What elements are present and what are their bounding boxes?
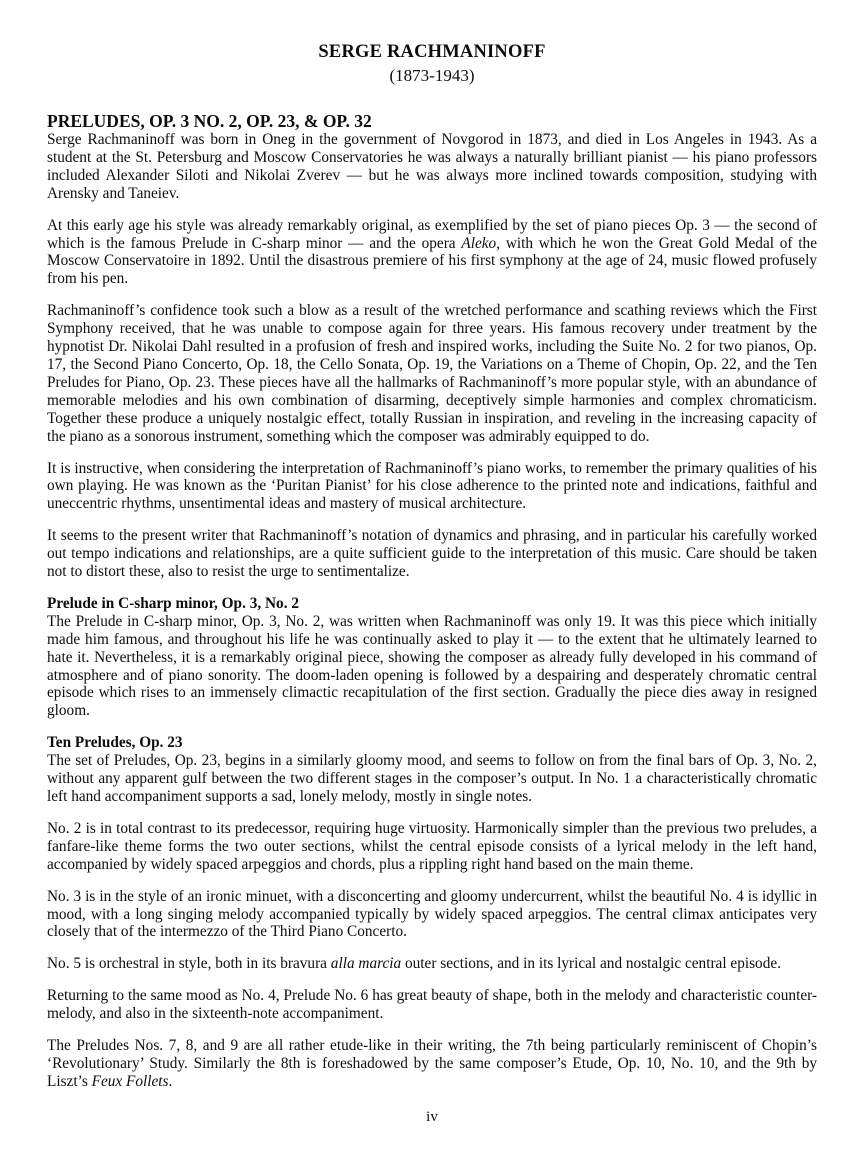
subheading-ten-preludes: Ten Preludes, Op. 23 bbox=[47, 734, 183, 752]
paragraph-op23-no7-8-9: The Preludes Nos. 7, 8, and 9 are all rather etude-like in their writing, the 7th being particularly reminiscent of Chopin’s ‘Revolutionary’ Study. Similarly the 8th is foreshadowed by the same composer’s Etude, Op. 10, No. 10, and the 9th by Liszt’s Feux Follets. bbox=[47, 1037, 817, 1090]
page-footer bbox=[0, 1108, 864, 1126]
paragraph-first-symphony: Rachmaninoff’s confidence took such a blow as a result of the wretched performance and scathing reviews which the First Symphony received, that he was unable to compose again for three years. His famous recovery under treatment by the hypnotist Dr. Nikolai Dahl resulted in a profusion of fresh and inspired works, including the Suite No. 2 for two pianos, Op. 17, the Second Piano Concerto, Op. 18, the Cello Sonata, Op. 19, the Variations on a Theme of Chopin, Op. 22, and the Ten Preludes for Piano, Op. 23. These pieces have all the hallmarks of Rachmaninoff’s more popular style, with an abundance of memorable melodies and his own combination of disarming, deceptively simple harmonies and complex chromaticism. Together these produce a uniquely nostalgic effect, totally Russian in inspiration, and reveling in the increasing capacity of the piano as a sonorous instrument, something which the composer was admirably equipped to do. bbox=[47, 302, 817, 445]
paragraph-op23-no6: Returning to the same mood as No. 4, Prelude No. 6 has great beauty of shape, both in the melody and characteristic counter-melody, and also in the sixteenth-note accompaniment. bbox=[47, 987, 817, 1023]
page-number: iv bbox=[426, 1109, 438, 1125]
paragraph-op23-no1: The set of Preludes, Op. 23, begins in a similarly gloomy mood, and seems to follow on from the final bars of Op. 3, No. 2, without any apparent gulf between the two different stages in the composer’s output. In No. 1 a characteristically chromatic left hand accompaniment supports a sad, lonely melody, mostly in single notes. bbox=[47, 752, 817, 805]
paragraph-early-style: At this early age his style was already remarkably original, as exemplified by the set of piano pieces Op. 3 — the second of which is the famous Prelude in C-sharp minor — and the opera Aleko, with which he won the Great Gold Medal of the Moscow Conservatoire in 1892. Until the disastrous premiere of his first symphony at the age of 24, music flowed profusely from his pen. bbox=[47, 216, 817, 288]
composer-header bbox=[47, 41, 817, 88]
paragraph-present-writer: It seems to the present writer that Rachmaninoff’s notation of dynamics and phrasing, and in particular his carefully worked out tempo indications and relationships, are a quite sufficient guide to the interpretation of this music. Care should be taken not to distort these, also to resist the urge to sentimentalize. bbox=[47, 527, 817, 581]
paragraph-instructive: It is instructive, when considering the interpretation of Rachmaninoff’s piano works, to remember the primary qualities of his own playing. He was known as the ‘Puritan Pianist’ for his close adherence to the printed note and indications, faithful and uneccentric rhythms, unsentimental ideas and mastery of musical architecture. bbox=[47, 459, 817, 513]
paragraph-prelude-csharp: The Prelude in C-sharp minor, Op. 3, No. 2, was written when Rachmaninoff was only 19. It was this piece which initially made him famous, and throughout his life he was continually asked to play it — to the extent that he ultimately learned to hate it. Nevertheless, it is a remarkably original piece, showing the composer as already fully developed in his command of atmosphere and of piano sonority. The doom-laden opening is followed by a despairing and desperately chromatic central episode which rises to an immensely climactic recapitulation of the first section. Gradually the piece dies away in resigned gloom. bbox=[47, 612, 817, 720]
body-text bbox=[47, 131, 817, 1091]
paragraph-intro: Serge Rachmaninoff was born in Oneg in the government of Novgorod in 1873, and died in Los Angeles in 1943. As a student at the St. Petersburg and Moscow Conservatories he was always a naturally brilliant pianist — his piano professors included Alexander Siloti and Nikolai Zverev — but he was always more inclined towards composition, studying with Arensky and Taneiev. bbox=[47, 131, 817, 202]
paragraph-op23-no5: No. 5 is orchestral in style, both in its bravura alla marcia outer sections, and in its lyrical and nostalgic central episode. bbox=[47, 955, 781, 973]
subheading-prelude-csharp: Prelude in C-sharp minor, Op. 3, No. 2 bbox=[47, 594, 300, 612]
section-heading: PRELUDES, OP. 3 NO. 2, OP. 23, & OP. 32 bbox=[47, 111, 372, 131]
composer-dates: (1873-1943) bbox=[389, 66, 475, 85]
composer-name: SERGE RACHMANINOFF bbox=[318, 42, 546, 62]
paragraph-op23-no2: No. 2 is in total contrast to its predecessor, requiring huge virtuosity. Harmonically simpler than the previous two preludes, a fanfare-like theme forms the two outer sections, whilst the central episode consists of a lyrical melody in the left hand, accompanied by widely spaced arpeggios and chords, plus a rippling right hand based on the main theme. bbox=[47, 819, 817, 873]
paragraph-op23-no3-4: No. 3 is in the style of an ironic minuet, with a disconcerting and gloomy undercurrent, whilst the beautiful No. 4 is idyllic in mood, with a long singing melody accompanied typically by widely spaced arpeggios. The central climax anticipates very closely that of the intermezzo of the Third Piano Concerto. bbox=[47, 887, 817, 941]
